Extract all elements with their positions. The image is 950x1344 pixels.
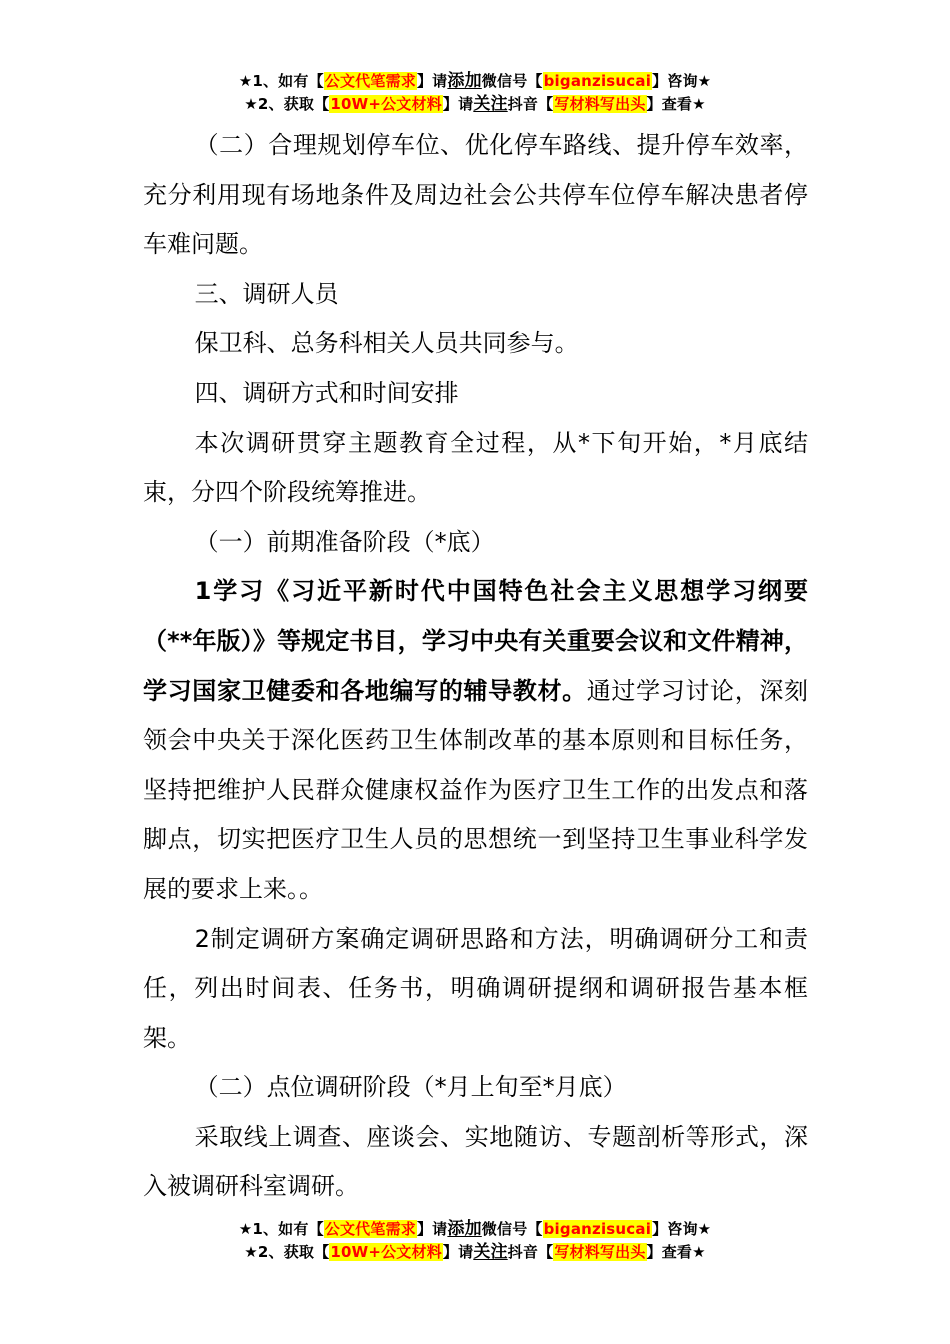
paragraph-parking-plan: （二）合理规划停车位、优化停车路线、提升停车效率，充分利用现有场地条件及周边社会公共停车位停车解决患者停车难问题。 <box>143 131 808 259</box>
heading-preparation-stage: （一）前期准备阶段（*底） <box>194 527 495 556</box>
heading-field-stage: （二）点位调研阶段（*月上旬至*月底） <box>194 1073 627 1102</box>
highlight-materials: 10W+公文材料 <box>330 1243 442 1261</box>
document-body <box>143 121 808 1212</box>
paragraph-staff: 保卫科、总务科相关人员共同参与。 <box>194 329 579 358</box>
header-banner <box>0 70 950 116</box>
paragraph-schedule: 本次调研贯穿主题教育全过程，从*下旬开始，*月底结束，分四个阶段统筹推进。 <box>143 428 808 507</box>
banner-line-1: ★1、如有【公文代笔需求】请添加微信号【biganzisucai】咨询★ <box>238 1219 712 1239</box>
study-bold-text: 1学习《习近平新时代中国特色社会主义思想学习纲要（**年版）》等规定书目，学习中央有关重要会议和文件精神，学习国家卫健委和各地编写的辅导教材。 <box>143 577 808 705</box>
highlight-douyin: 写材料写出头 <box>554 1243 646 1261</box>
heading-method-schedule: 四、调研方式和时间安排 <box>194 378 459 407</box>
paragraph-plan: 2制定调研方案确定调研思路和方法，明确调研分工和责任，列出时间表、任务书，明确调研提纲和调研报告基本框架。 <box>143 924 808 1052</box>
banner-line-2: ★2、获取【10W+公文材料】请关注抖音【写材料写出头】查看★ <box>244 94 706 114</box>
highlight-materials: 10W+公文材料 <box>330 95 442 113</box>
banner-line-2: ★2、获取【10W+公文材料】请关注抖音【写材料写出头】查看★ <box>244 1242 706 1262</box>
study-text: 通过学习讨论，深刻领会中央关于深化医药卫生体制改革的基本原则和目标任务，坚持把维护人民群众健康权益作为医疗卫生工作的出发点和落脚点，切实把医疗卫生人员的思想统一到坚持卫生事业科学发展的要求上来。。 <box>143 676 809 903</box>
highlight-douyin: 写材料写出头 <box>554 95 646 113</box>
highlight-ghostwriting: 公文代笔需求 <box>324 72 416 90</box>
paragraph-study <box>143 567 808 914</box>
footer-banner <box>0 1218 950 1264</box>
heading-research-staff: 三、调研人员 <box>194 279 339 308</box>
highlight-wechat-id: biganzisucai <box>543 72 652 90</box>
highlight-wechat-id: biganzisucai <box>543 1220 652 1238</box>
banner-line-1: ★1、如有【公文代笔需求】请添加微信号【biganzisucai】咨询★ <box>238 71 712 91</box>
paragraph-field: 采取线上调查、座谈会、实地随访、专题剖析等形式，深入被调研科室调研。 <box>143 1122 808 1201</box>
highlight-ghostwriting: 公文代笔需求 <box>324 1220 416 1238</box>
